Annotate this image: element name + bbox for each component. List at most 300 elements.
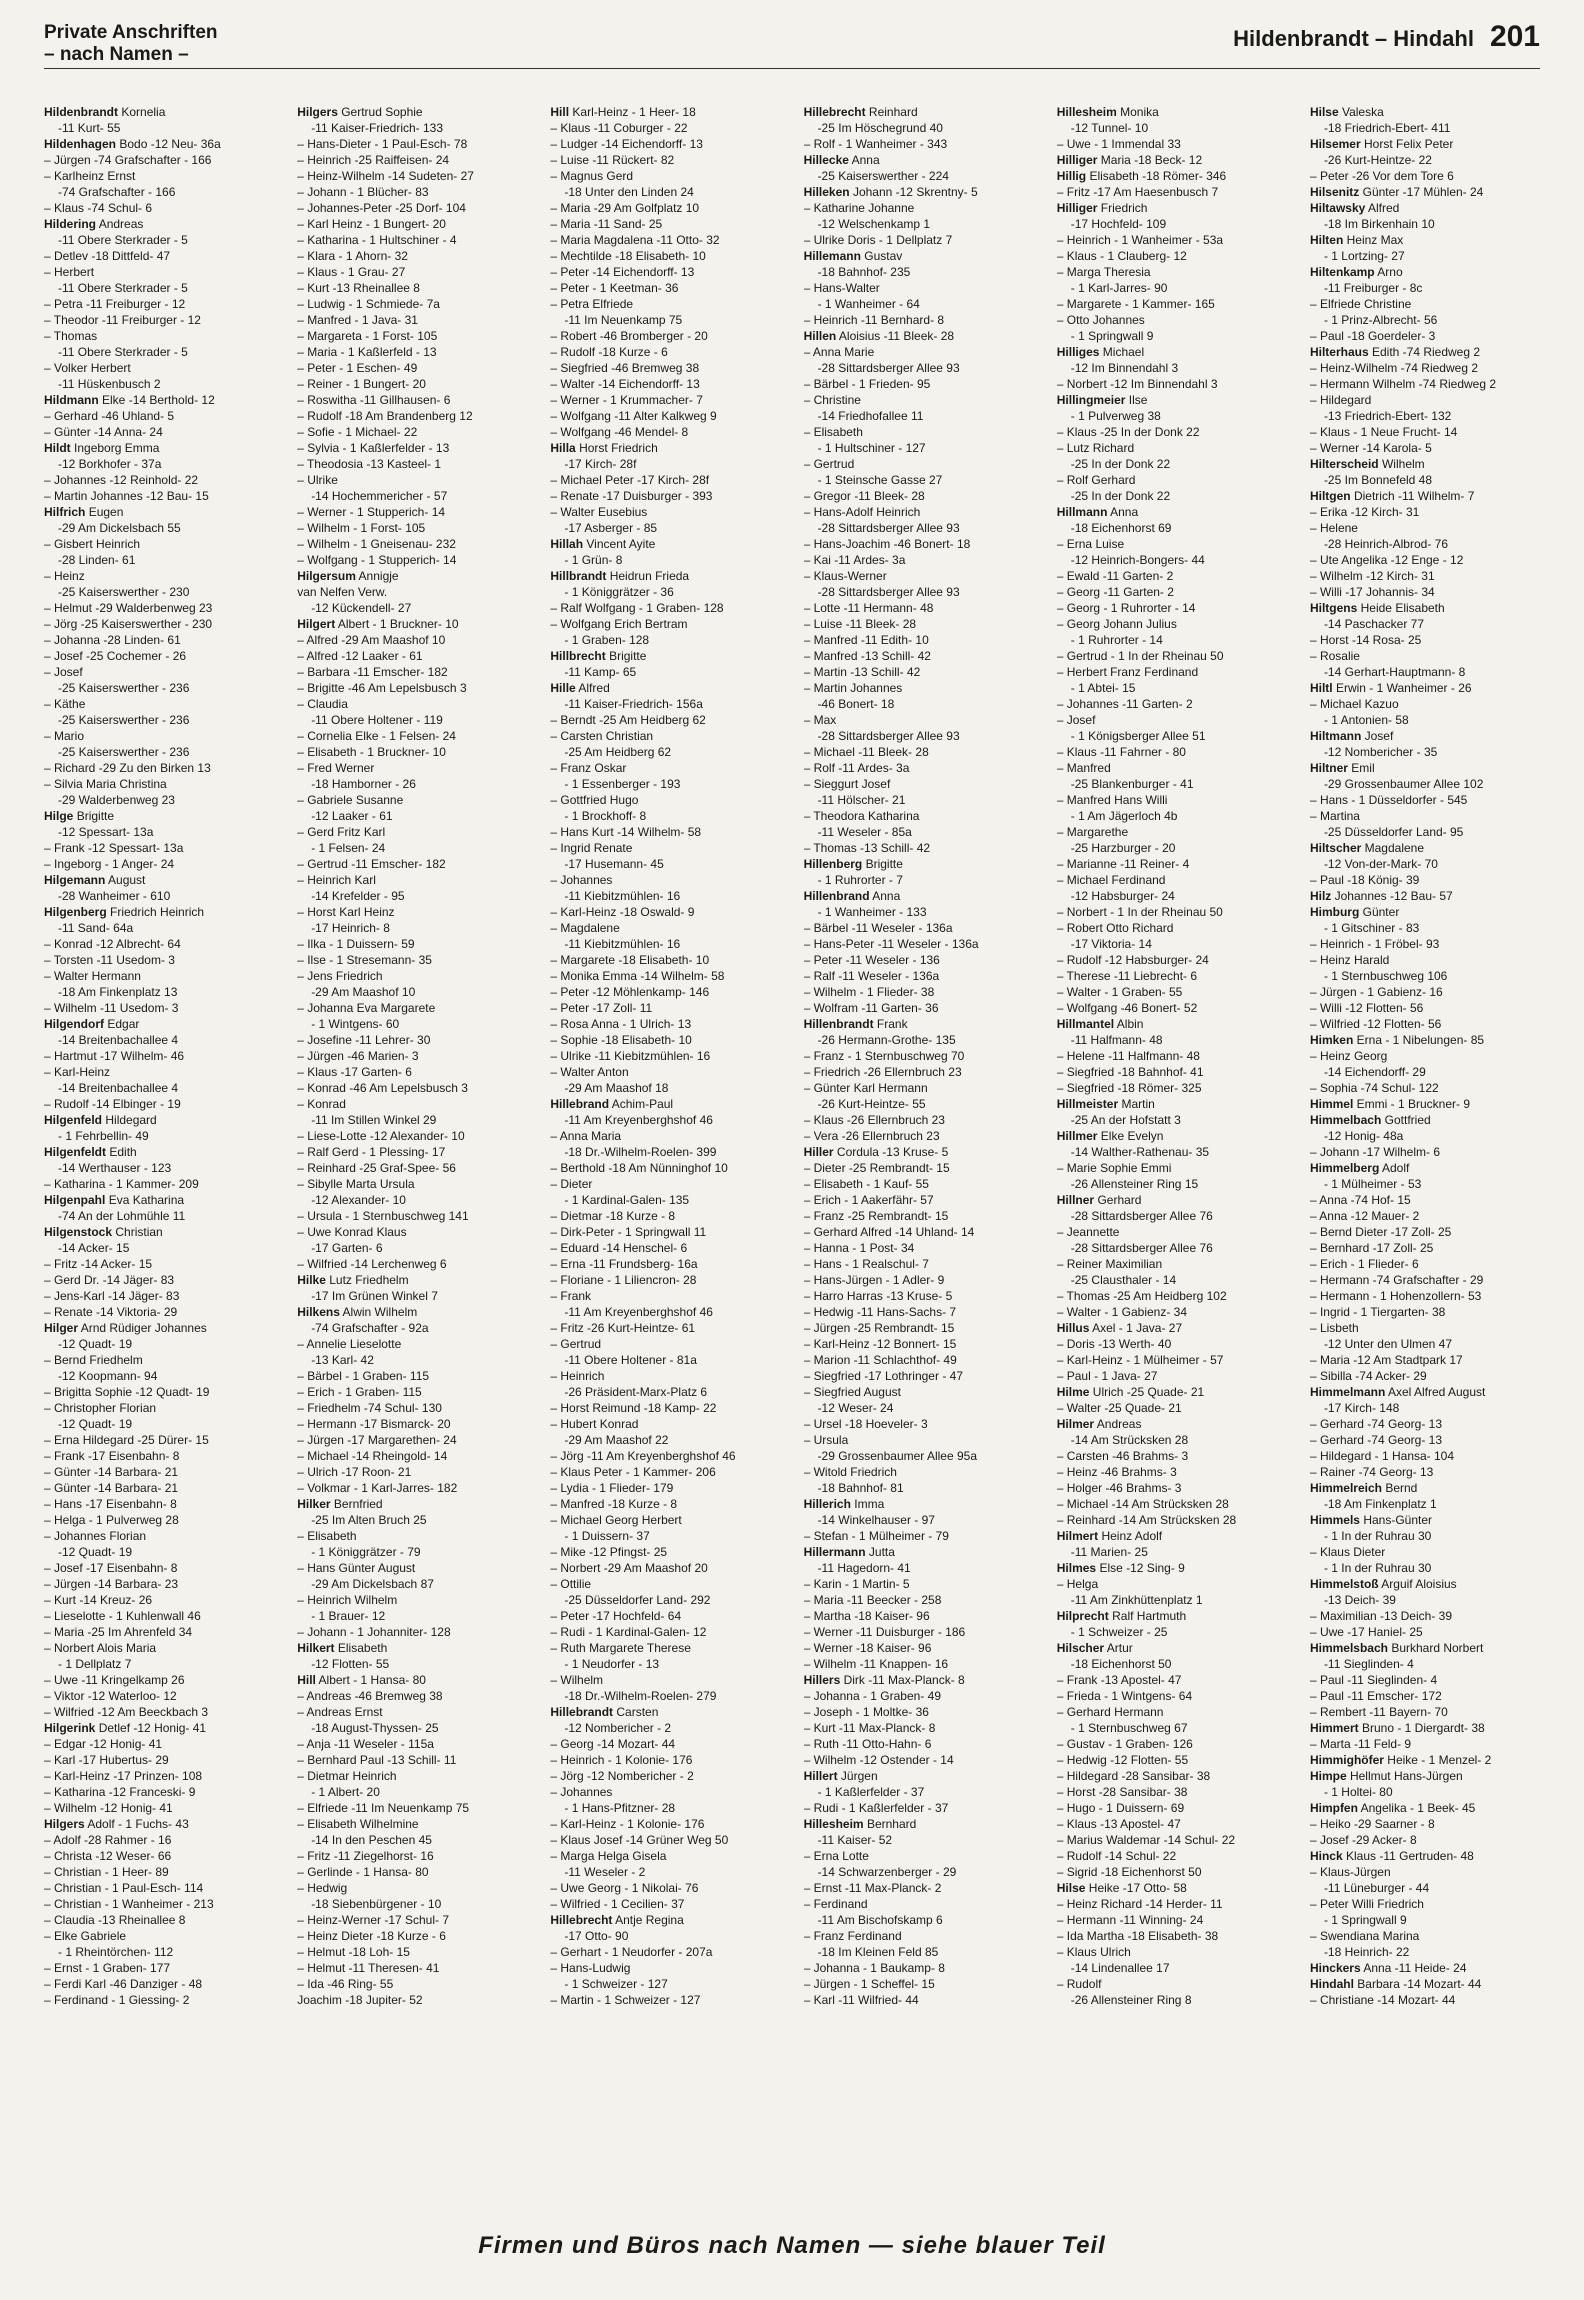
entry-text: – Georg - 1 Ruhrorter - 14 [1056, 601, 1196, 615]
entry-line [44, 1992, 278, 2008]
entry-line [804, 472, 1038, 488]
entry-text: – Michael Kazuo [1309, 697, 1399, 711]
entry-text: – Friedhelm -74 Schul- 130 [297, 1401, 442, 1415]
entry-text: – Rolf Gerhard [1056, 473, 1136, 487]
entry-line [1057, 1160, 1291, 1176]
entry-line [550, 1672, 784, 1688]
entry-text: -14 Gerhart-Hauptmann- 8 [1323, 665, 1466, 679]
directory-column-1 [44, 104, 278, 2214]
entry-line [297, 520, 531, 536]
entry-line [550, 1288, 784, 1304]
entry-surname: Hilliger [1056, 201, 1098, 215]
entry-line [297, 1112, 531, 1128]
entry-surname-line [550, 1912, 784, 1928]
entry-line [550, 952, 784, 968]
entry-text: – Katharina - 1 Hultschiner - 4 [297, 233, 457, 247]
entry-surname-line [1310, 1800, 1544, 1816]
entry-line [1057, 280, 1291, 296]
entry-line [44, 1640, 278, 1656]
entry-surname-line [550, 1096, 784, 1112]
entry-text: – Klaus -74 Schul- 6 [44, 201, 153, 215]
entry-line [804, 1784, 1038, 1800]
entry-text: – Georg Johann Julius [1056, 617, 1177, 631]
entry-text: – Elisabeth [297, 1529, 357, 1543]
entry-surname-line [1057, 1640, 1291, 1656]
entry-line [1310, 1816, 1544, 1832]
entry-surname: Hilker [297, 1497, 331, 1511]
entry-text: -25 In der Donk 22 [1070, 457, 1171, 471]
entry-line [804, 1848, 1038, 1864]
entry-line [804, 600, 1038, 616]
entry-line [1057, 216, 1291, 232]
entry-text: - 1 Sternbuschweg 106 [1323, 969, 1448, 983]
entry-line [550, 1224, 784, 1240]
entry-line [44, 696, 278, 712]
entry-text: – Claudia -13 Rheinallee 8 [44, 1913, 186, 1927]
entry-text: – Berthold -18 Am Nünninghof 10 [550, 1161, 728, 1175]
entry-line [550, 1352, 784, 1368]
entry-line [297, 344, 531, 360]
entry-text: Brigitte [609, 649, 647, 663]
entry-line [297, 1800, 531, 1816]
entry-text: – Marie Sophie Emmi [1056, 1161, 1172, 1175]
entry-text: - 1 Wintgens- 60 [311, 1017, 400, 1031]
entry-surname: Hiller [803, 1145, 834, 1159]
entry-surname: Hillner [1056, 1193, 1095, 1207]
entry-text: – Reinhard -25 Graf-Spee- 56 [297, 1161, 456, 1175]
entry-text: – Helmut -11 Theresen- 41 [297, 1961, 440, 1975]
entry-line [550, 1784, 784, 1800]
entry-line [804, 808, 1038, 824]
entry-line [1057, 856, 1291, 872]
entry-text: – Wolfram -11 Garten- 36 [803, 1001, 939, 1015]
entry-line [297, 376, 531, 392]
entry-text: -11 Am Kreyenberghshof 46 [564, 1305, 713, 1319]
entry-line [1057, 1480, 1291, 1496]
entry-surname: Hinck [1309, 1849, 1343, 1863]
entry-text: -11 Obere Sterkrader - 5 [58, 233, 188, 247]
entry-text: -26 Kurt-Heintze- 55 [817, 1097, 926, 1111]
entry-line [44, 184, 278, 200]
entry-text: – Klaus Ulrich [1056, 1945, 1131, 1959]
entry-text: -12 Quadt- 19 [58, 1545, 133, 1559]
entry-line [1310, 1048, 1544, 1064]
entry-line [1310, 1528, 1544, 1544]
entry-surname-line [804, 1144, 1038, 1160]
entry-text: -13 Deich- 39 [1323, 1593, 1396, 1607]
entry-text: – Ralf Wolfgang - 1 Graben- 128 [550, 601, 724, 615]
entry-line [1310, 664, 1544, 680]
entry-text: – Siegfried -18 Bahnhof- 41 [1056, 1065, 1204, 1079]
entry-text: Ingeborg Emma [74, 441, 160, 455]
entry-line [297, 1752, 531, 1768]
entry-text: -28 Sittardsberger Allee 93 [817, 585, 960, 599]
entry-line [1057, 696, 1291, 712]
entry-surname: Hildmann [44, 393, 99, 407]
entry-line [297, 536, 531, 552]
entry-text: – Dieter [550, 1177, 593, 1191]
entry-text: – Franz Oskar [550, 761, 627, 775]
entry-surname: Hillah [550, 537, 584, 551]
entry-text: – Peter - 1 Keetman- 36 [550, 281, 679, 295]
entry-text: – Johanna Eva Margarete [297, 1001, 436, 1015]
entry-text: – Ludwig - 1 Schmiede- 7a [297, 297, 440, 311]
entry-surname-line [1057, 504, 1291, 520]
entry-line [44, 712, 278, 728]
entry-text: Heike - 1 Menzel- 2 [1387, 1753, 1492, 1767]
entry-line [804, 520, 1038, 536]
entry-line [297, 1976, 531, 1992]
entry-line [1310, 1832, 1544, 1848]
entry-text: Brigitte [865, 857, 903, 871]
entry-line [1057, 824, 1291, 840]
entry-text: – Wilhelm -12 Kirch- 31 [1309, 569, 1435, 583]
entry-text: Elke Evelyn [1100, 1129, 1164, 1143]
entry-text: – Martin - 1 Schweizer - 127 [550, 1993, 701, 2007]
entry-text: van Nelfen Verw. [297, 585, 388, 599]
entry-line [1310, 632, 1544, 648]
entry-line [1057, 712, 1291, 728]
entry-line [44, 1800, 278, 1816]
entry-text: – Johannes -12 Reinhold- 22 [44, 473, 199, 487]
entry-text: Annigje [358, 569, 399, 583]
entry-text: -25 Im Bonnefeld 48 [1323, 473, 1433, 487]
entry-text: -28 Heinrich-Albrod- 76 [1323, 537, 1448, 551]
entry-line [550, 1384, 784, 1400]
entry-text: – Heinz-Werner -17 Schul- 7 [297, 1913, 450, 1927]
entry-surname: Hilgenfeld [44, 1113, 103, 1127]
entry-line [550, 1736, 784, 1752]
entry-line [44, 1496, 278, 1512]
entry-surname: Hillbrandt [550, 569, 607, 583]
entry-line [44, 456, 278, 472]
entry-text: – Martina [1309, 809, 1360, 823]
entry-text: – Klaus-Jürgen [1309, 1865, 1391, 1879]
entry-line [44, 1736, 278, 1752]
entry-line [1057, 568, 1291, 584]
entry-line [550, 728, 784, 744]
entry-line [44, 664, 278, 680]
entry-text: – Gottfried Hugo [550, 793, 639, 807]
entry-surname: Hilse [1056, 1881, 1086, 1895]
entry-surname-line [804, 1816, 1038, 1832]
entry-surname-line [297, 1496, 531, 1512]
entry-text: – Jürgen -17 Margarethen- 24 [297, 1433, 457, 1447]
entry-text: – Rudolf -12 Habsburger- 24 [1056, 953, 1209, 967]
entry-line [44, 1048, 278, 1064]
entry-surname-line [1057, 1192, 1291, 1208]
entry-text: Arno [1377, 265, 1403, 279]
entry-line [550, 1112, 784, 1128]
entry-text: -13 Friedrich-Ebert- 132 [1323, 409, 1452, 423]
entry-line [1310, 1704, 1544, 1720]
entry-text: Adolf - 1 Fuchs- 43 [87, 1817, 189, 1831]
entry-text: – Jürgen -74 Grafschafter - 166 [44, 153, 212, 167]
entry-text: -12 Nombericher - 35 [1323, 745, 1438, 759]
entry-text: – Christiane -14 Mozart- 44 [1309, 1993, 1456, 2007]
entry-text: – Wilhelm - 1 Forst- 105 [297, 521, 426, 535]
entry-text: – Ursula [803, 1433, 849, 1447]
entry-text: – Hans-Joachim -46 Bonert- 18 [803, 537, 971, 551]
entry-text: – Maria -12 Am Stadtpark 17 [1309, 1353, 1463, 1367]
entry-text: – Robert -46 Bromberger - 20 [550, 329, 708, 343]
entry-line [44, 1448, 278, 1464]
entry-line [550, 168, 784, 184]
entry-line [44, 1384, 278, 1400]
entry-text: – Helga - 1 Pulverweg 28 [44, 1513, 179, 1527]
entry-line [297, 1832, 531, 1848]
entry-text: - 1 Holtei- 80 [1323, 1785, 1393, 1799]
entry-line [550, 1016, 784, 1032]
entry-line [1057, 408, 1291, 424]
entry-surname-line [550, 648, 784, 664]
entry-text: Arnd Rüdiger Johannes [80, 1321, 207, 1335]
entry-text: – Klaus -13 Apostel- 47 [1056, 1817, 1181, 1831]
entry-line [804, 616, 1038, 632]
entry-text: – Michael Georg Herbert [550, 1513, 682, 1527]
entry-text: -11 Obere Sterkrader - 5 [58, 281, 188, 295]
entry-text: – Ferdinand [803, 1897, 868, 1911]
entry-line [1310, 1080, 1544, 1096]
entry-line [1057, 840, 1291, 856]
entry-text: -11 Kiebitzmühlen- 16 [564, 937, 681, 951]
entry-text: - 1 Hans-Pfitzner- 28 [564, 1801, 676, 1815]
entry-text: -28 Sittardsberger Allee 93 [817, 361, 960, 375]
entry-text: - 1 Königgrätzer - 36 [564, 585, 674, 599]
entry-line [297, 1208, 531, 1224]
entry-line [1057, 1928, 1291, 1944]
entry-text: Reinhard [868, 105, 918, 119]
entry-text: – Katharina - 1 Kammer- 209 [44, 1177, 199, 1191]
entry-surname-line [1057, 392, 1291, 408]
entry-line [297, 664, 531, 680]
entry-text: – Reiner - 1 Bungert- 20 [297, 377, 426, 391]
entry-line [550, 1864, 784, 1880]
entry-line [44, 1624, 278, 1640]
entry-line [1057, 1352, 1291, 1368]
entry-text: -14 Eichendorff- 29 [1323, 1065, 1426, 1079]
entry-text: -17 Heinrich- 8 [311, 921, 390, 935]
entry-text: Emil [1351, 761, 1375, 775]
entry-line [297, 680, 531, 696]
entry-text: – Lotte -11 Hermann- 48 [803, 601, 934, 615]
entry-text: -11 Freiburger - 8c [1323, 281, 1423, 295]
entry-text: – Michael -14 Rheingold- 14 [297, 1449, 448, 1463]
entry-text: – Ulrike Doris - 1 Dellplatz 7 [803, 233, 953, 247]
entry-text: -26 Kurt-Heintze- 22 [1323, 153, 1432, 167]
entry-surname-line [1310, 264, 1544, 280]
entry-surname: Hilgers [44, 1817, 85, 1831]
entry-line [1310, 280, 1544, 296]
entry-text: - 1 Ruhrorter - 14 [1070, 633, 1163, 647]
entry-line [297, 888, 531, 904]
entry-text: Albert - 1 Bruckner- 10 [337, 617, 459, 631]
entry-surname: Hildenbrandt [44, 105, 118, 119]
entry-text: – Norbert -12 Im Binnendahl 3 [1056, 377, 1218, 391]
entry-text: – Gregor -11 Bleek- 28 [803, 489, 925, 503]
entry-line [44, 1560, 278, 1576]
entry-text: – Ilse - 1 Stresemann- 35 [297, 953, 432, 967]
entry-text: Angelika - 1 Beek- 45 [1360, 1801, 1476, 1815]
entry-text: -25 An der Hofstatt 3 [1070, 1113, 1181, 1127]
entry-text: – Wilhelm - 1 Flieder- 38 [803, 985, 935, 999]
entry-text: – Maria -11 Sand- 25 [550, 217, 663, 231]
entry-text: – Bärbel -11 Weseler - 136a [803, 921, 953, 935]
entry-text: – Rolf -11 Ardes- 3a [803, 761, 910, 775]
entry-text: Friedrich [1100, 201, 1148, 215]
entry-line [297, 1544, 531, 1560]
entry-text: -25 Kaiserswerther - 224 [817, 169, 949, 183]
entry-text: – Ralf -11 Weseler - 136a [803, 969, 940, 983]
entry-text: – Paul -11 Sieglinden- 4 [1309, 1673, 1438, 1687]
entry-line [44, 632, 278, 648]
entry-line [44, 936, 278, 952]
entry-line [44, 984, 278, 1000]
entry-text: – Reiner Maximilian [1056, 1257, 1163, 1271]
entry-line [44, 824, 278, 840]
entry-line [550, 1160, 784, 1176]
entry-text: -12 Flotten- 55 [311, 1657, 390, 1671]
entry-text: – Werner - 1 Stupperich- 14 [297, 505, 446, 519]
entry-line [297, 424, 531, 440]
entry-line [1310, 504, 1544, 520]
entry-surname-line [804, 856, 1038, 872]
entry-text: – Klaus Josef -14 Grüner Weg 50 [550, 1833, 729, 1847]
entry-text: -17 Viktoria- 14 [1070, 937, 1152, 951]
entry-line [804, 1256, 1038, 1272]
entry-line [1057, 1992, 1291, 2008]
entry-surname: Hillingmeier [1056, 393, 1126, 407]
entry-text: – Lydia - 1 Flieder- 179 [550, 1481, 674, 1495]
entry-line [550, 344, 784, 360]
entry-line [804, 200, 1038, 216]
entry-line [297, 1624, 531, 1640]
entry-text: Edgar [107, 1017, 140, 1031]
entry-text: – Peter -14 Eichendorff- 13 [550, 265, 695, 279]
entry-line [804, 1416, 1038, 1432]
directory-column-6 [1310, 104, 1544, 2214]
entry-line [804, 1624, 1038, 1640]
entry-line [804, 360, 1038, 376]
entry-line [297, 440, 531, 456]
entry-line [550, 888, 784, 904]
entry-text: – Wilfried -12 Am Beeckbach 3 [44, 1705, 209, 1719]
entry-text: -12 Quadt- 19 [58, 1417, 133, 1431]
entry-line [297, 408, 531, 424]
entry-line [297, 728, 531, 744]
entry-text: -29 Am Maashof 18 [564, 1081, 669, 1095]
entry-surname: Hillert [803, 1769, 838, 1783]
entry-line [804, 1128, 1038, 1144]
entry-line [1057, 984, 1291, 1000]
entry-text: -17 Kirch- 148 [1323, 1401, 1400, 1415]
entry-line [297, 1288, 531, 1304]
entry-surname: Hilgenstock [44, 1225, 113, 1239]
entry-line [1057, 1224, 1291, 1240]
entry-text: – Johann - 1 Blücher- 83 [297, 185, 429, 199]
entry-line [550, 1128, 784, 1144]
entry-line [550, 1768, 784, 1784]
entry-line [1057, 1464, 1291, 1480]
entry-line [297, 696, 531, 712]
entry-line [1057, 488, 1291, 504]
entry-line [44, 584, 278, 600]
entry-text: – Konrad -46 Am Lepelsbusch 3 [297, 1081, 468, 1095]
entry-text: – Mike -12 Pfingst- 25 [550, 1545, 668, 1559]
entry-text: – Karl-Heinz - 1 Mülheimer - 57 [1056, 1353, 1224, 1367]
entry-line [804, 904, 1038, 920]
entry-line [1310, 872, 1544, 888]
entry-line [1057, 952, 1291, 968]
entry-line [550, 1880, 784, 1896]
entry-line [44, 1096, 278, 1112]
entry-surname-line [804, 1016, 1038, 1032]
entry-text: – Klaus Dieter [1309, 1545, 1386, 1559]
entry-line [1057, 1944, 1291, 1960]
entry-surname-line [1310, 344, 1544, 360]
entry-text: – Ruth -11 Otto-Hahn- 6 [803, 1737, 932, 1751]
entry-text: – Klaus-Werner [803, 569, 887, 583]
entry-text: -14 Walther-Rathenau- 35 [1070, 1145, 1210, 1159]
entry-line [1310, 1864, 1544, 1880]
entry-line [550, 552, 784, 568]
entry-surname-line [1310, 1976, 1544, 1992]
entry-text: – Sieggurt Josef [803, 777, 891, 791]
entry-text: Arguif Aloisius [1381, 1577, 1457, 1591]
entry-text: – Johannes -11 Garten- 2 [1056, 697, 1193, 711]
entry-line [804, 1224, 1038, 1240]
entry-line [297, 1240, 531, 1256]
entry-line [1057, 1144, 1291, 1160]
entry-text: -11 Sieglinden- 4 [1323, 1657, 1414, 1671]
entry-surname: Hillus [1056, 1321, 1090, 1335]
entry-line [44, 1032, 278, 1048]
entry-text: -18 Am Finkenplatz 1 [1323, 1497, 1437, 1511]
entry-surname-line [804, 328, 1038, 344]
entry-line [804, 1976, 1038, 1992]
entry-surname-line [1057, 1128, 1291, 1144]
entry-line [297, 504, 531, 520]
entry-line [44, 264, 278, 280]
entry-surname-line [1057, 1320, 1291, 1336]
entry-line [1310, 1688, 1544, 1704]
entry-text: – Helmut -29 Walderbenweg 23 [44, 601, 213, 615]
entry-line [44, 1880, 278, 1896]
entry-text: – Gertrud -11 Emscher- 182 [297, 857, 446, 871]
entry-surname: Hilger [44, 1321, 79, 1335]
entry-text: -29 Grossenbaumer Allee 95a [817, 1449, 977, 1463]
entry-surname-line [1310, 1160, 1544, 1176]
entry-line [44, 1368, 278, 1384]
entry-line [550, 808, 784, 824]
entry-text: – Peter -11 Weseler - 136 [803, 953, 940, 967]
entry-text: -11 Im Stillen Winkel 29 [311, 1113, 437, 1127]
entry-line [804, 1032, 1038, 1048]
entry-text: – Erna Lotte [803, 1849, 869, 1863]
entry-text: – Elfriede Christine [1309, 297, 1412, 311]
entry-line [44, 920, 278, 936]
entry-surname: Hiltscher [1309, 841, 1362, 855]
entry-text: – Sofie - 1 Michael- 22 [297, 425, 418, 439]
entry-text: – Ernst -11 Max-Planck- 2 [803, 1881, 942, 1895]
entry-line [1057, 296, 1291, 312]
entry-line [44, 1672, 278, 1688]
entry-line [297, 152, 531, 168]
entry-text: - 1 Königgrätzer - 79 [311, 1545, 421, 1559]
entry-text: – Thomas -13 Schill- 42 [803, 841, 931, 855]
entry-text: – Martin Johannes [803, 681, 903, 695]
entry-text: – Carsten Christian [550, 729, 654, 743]
